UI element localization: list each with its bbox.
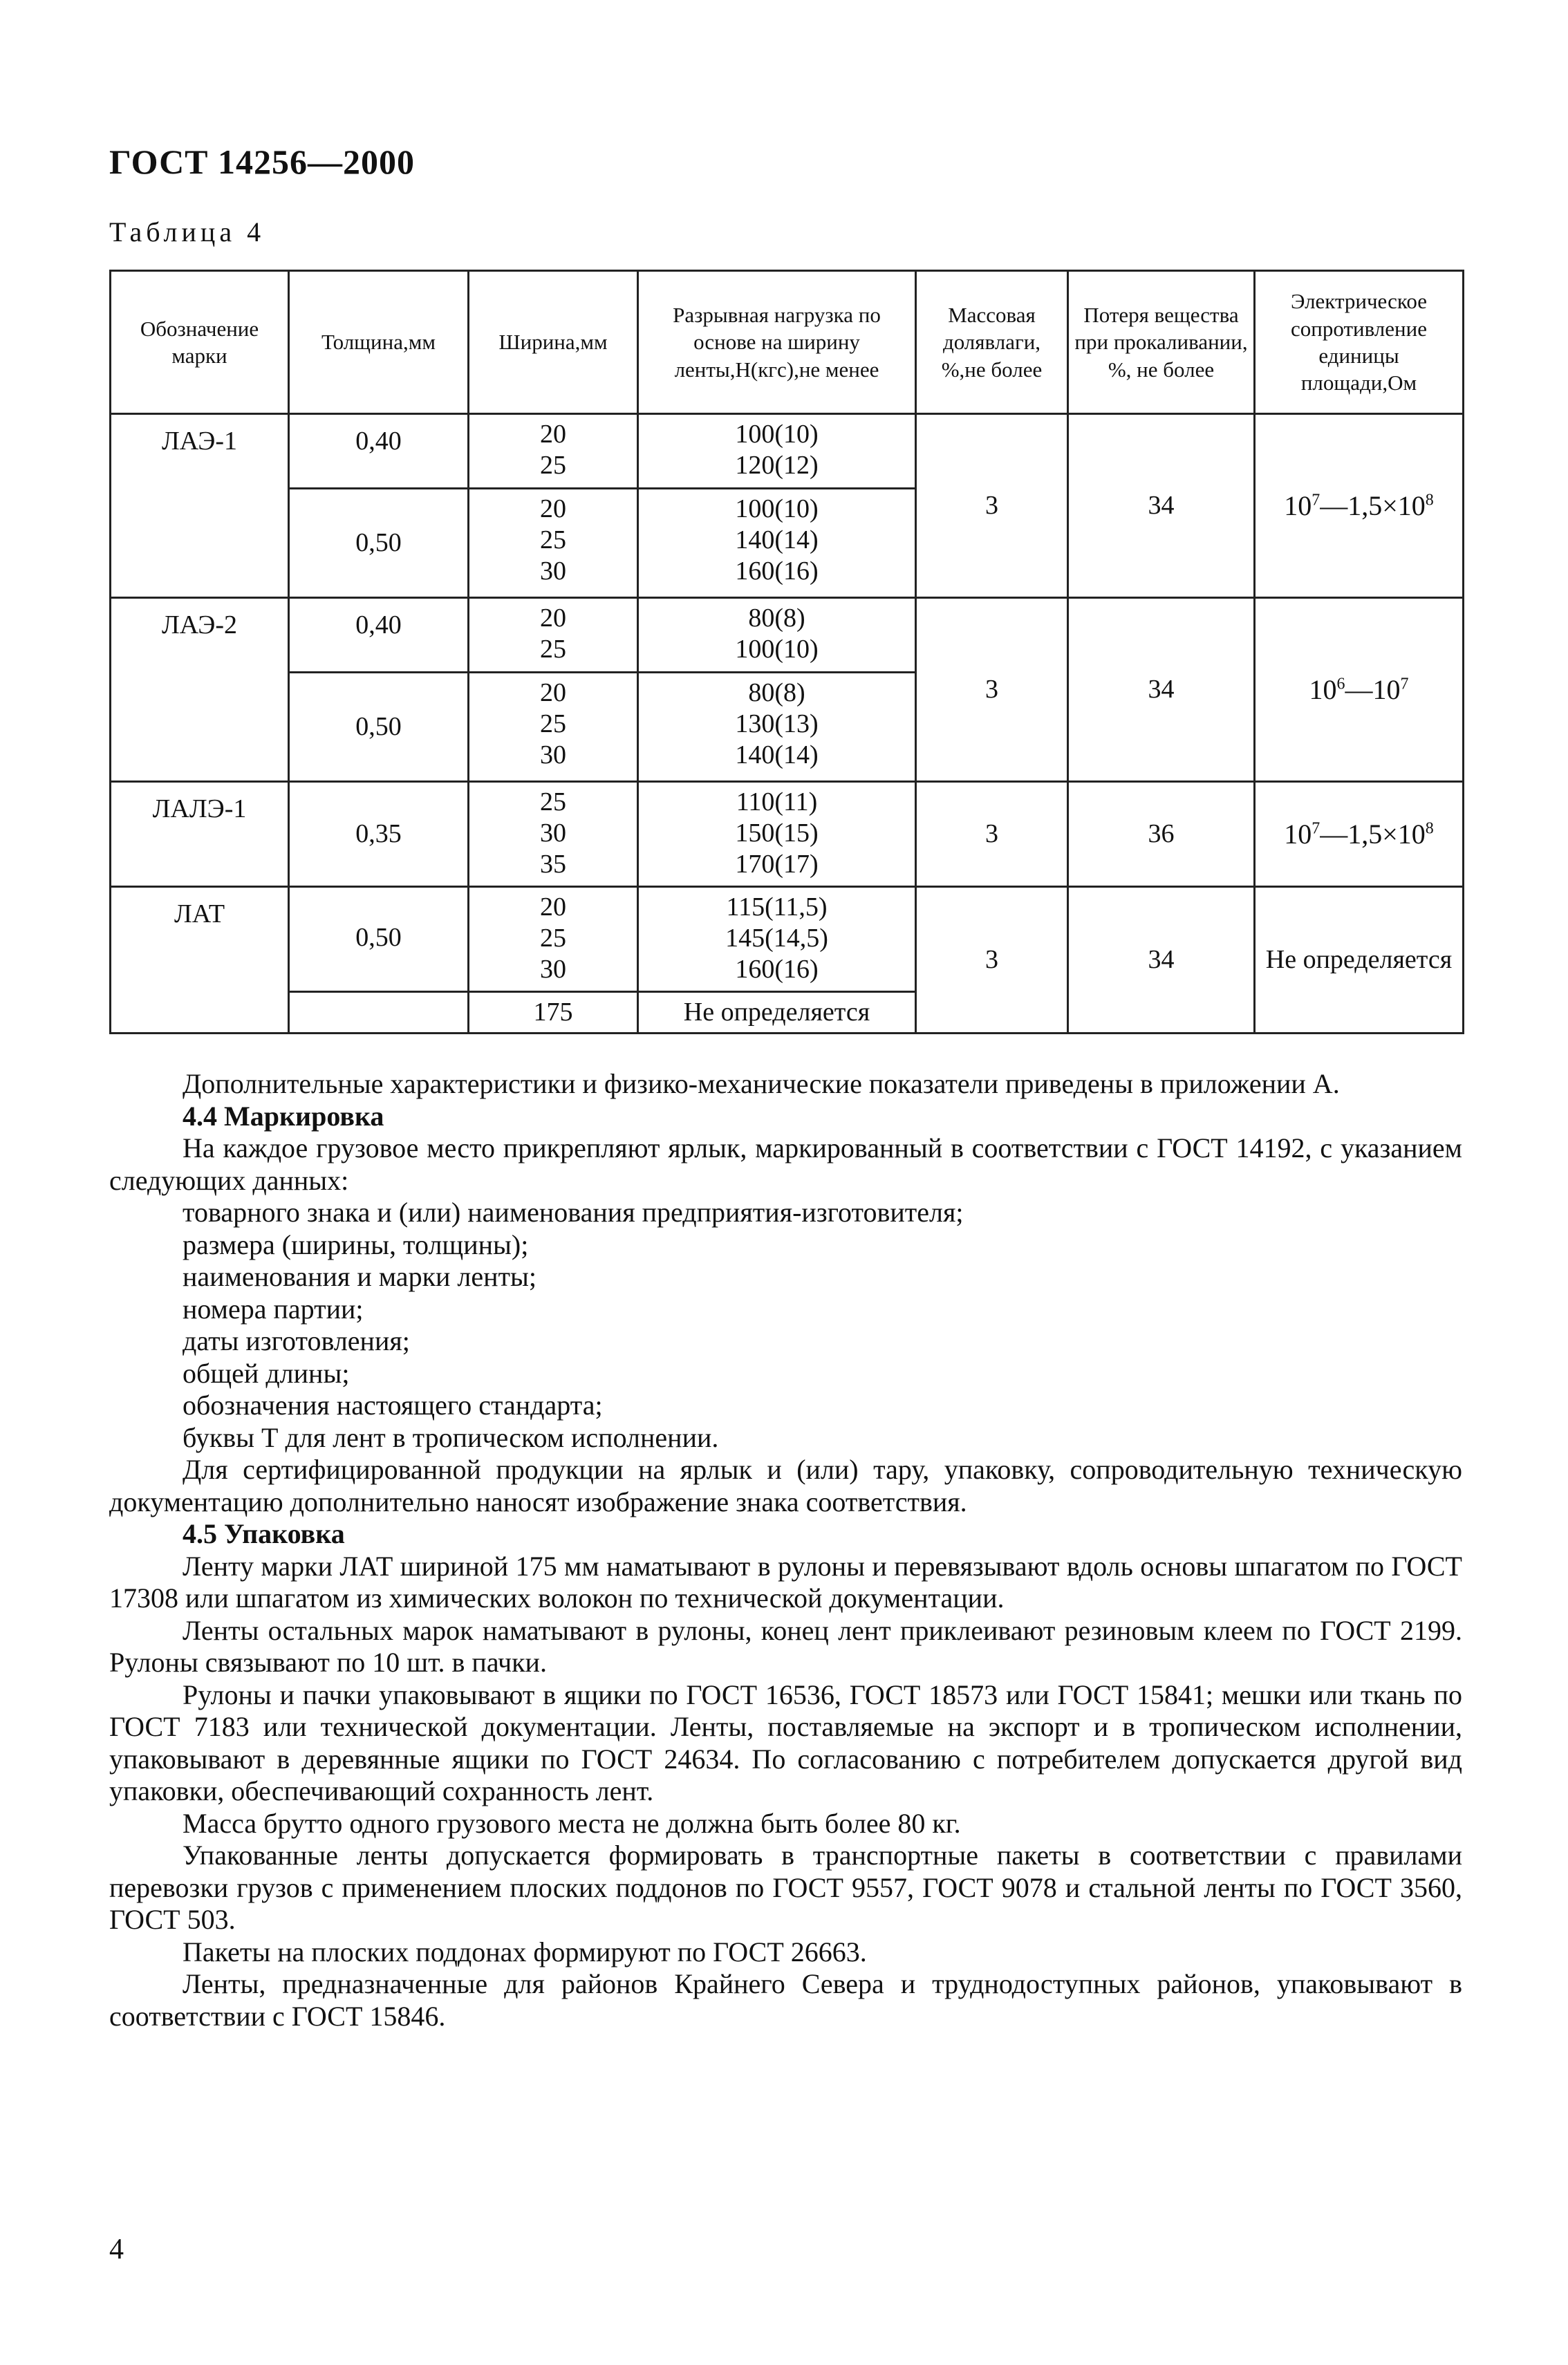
resistance-cell bbox=[1255, 598, 1464, 782]
resistance-base: 10 bbox=[1284, 818, 1312, 850]
width-cell: 20 25 bbox=[469, 414, 638, 489]
mark-cell: ЛАЭ-1 bbox=[111, 414, 289, 598]
load-cell: 100(10) 140(14) 160(16) bbox=[638, 489, 916, 598]
width-cell: 20 25 30 bbox=[469, 489, 638, 598]
thickness-cell: 0,35 bbox=[289, 782, 469, 887]
loss-cell: 36 bbox=[1068, 782, 1255, 887]
resistance-separator: —1,5×10 bbox=[1320, 818, 1426, 850]
paragraph: Рулоны и пачки упаковывают в ящики по ГОСТ 16536, ГОСТ 18573 или ГОСТ 15841; мешки или ткань по ГОСТ 7183 или технической документации. Ленты, поставляемые на экспорт и в тропическом исполнении, упаковывают в деревянные ящики по ГОСТ 24634. По согласованию с потребителем допускается другой вид упаковки, обеспечивающий сохранность лент. bbox=[109, 1679, 1462, 1806]
header-resistance: Электрическое сопротивление единицы площади,Ом bbox=[1255, 271, 1464, 414]
resistance-base: 10 bbox=[1309, 673, 1337, 705]
moisture-cell: 3 bbox=[916, 414, 1068, 598]
thickness-cell bbox=[289, 992, 469, 1034]
resistance-exponent: 8 bbox=[1425, 491, 1434, 510]
moisture-cell: 3 bbox=[916, 782, 1068, 887]
resistance-exponent: 7 bbox=[1400, 675, 1409, 693]
paragraph: Ленты, предназначенные для районов Крайнего Севера и труднодоступных районов, упаковывают в соответствии с ГОСТ 15846. bbox=[109, 1968, 1462, 2032]
resistance-exponent: 6 bbox=[1336, 675, 1345, 693]
thickness-cell: 0,50 bbox=[289, 489, 469, 598]
mark-cell: ЛАТ bbox=[111, 887, 289, 1034]
resistance-exponent: 8 bbox=[1425, 819, 1434, 838]
paragraph: Для сертифицированной продукции на ярлык и (или) тару, упаковку, сопроводительную техническую документацию дополнительно наносят изображение знака соответствия. bbox=[109, 1454, 1462, 1517]
mark-cell: ЛАЛЭ-1 bbox=[111, 782, 289, 887]
body-text bbox=[109, 1068, 1462, 2032]
table-row bbox=[111, 598, 1464, 673]
header-moisture: Массовая долявлаги, %,не более bbox=[916, 271, 1068, 414]
page-number: 4 bbox=[109, 2234, 124, 2265]
header-mark: Обозначение марки bbox=[111, 271, 289, 414]
table-row bbox=[111, 782, 1464, 887]
loss-cell: 34 bbox=[1068, 887, 1255, 1034]
loss-cell: 34 bbox=[1068, 414, 1255, 598]
thickness-cell: 0,50 bbox=[289, 887, 469, 992]
width-cell: 175 bbox=[469, 992, 638, 1034]
paragraph: Упакованные ленты допускается формировать в транспортные пакеты в соответствии с правилами перевозки грузов с применением плоских поддонов по ГОСТ 9557, ГОСТ 9078 и стальной ленты по ГОСТ 3560, ГОСТ 503. bbox=[109, 1840, 1462, 1935]
moisture-cell: 3 bbox=[916, 598, 1068, 782]
resistance-separator: —1,5×10 bbox=[1320, 489, 1426, 521]
header-width: Ширина,мм bbox=[469, 271, 638, 414]
header-thickness: Толщина,мм bbox=[289, 271, 469, 414]
resistance-base: 10 bbox=[1284, 489, 1312, 521]
load-cell: Не определяется bbox=[638, 992, 916, 1034]
header-breaking-load: Разрывная нагрузка по основе на ширину ленты,Н(кгс),не менее bbox=[638, 271, 916, 414]
paragraph: Масса брутто одного грузового места не должна быть более 80 кг. bbox=[183, 1807, 961, 1839]
moisture-cell: 3 bbox=[916, 887, 1068, 1034]
list-item: наименования и марки ленты; bbox=[183, 1261, 536, 1292]
paragraph: Дополнительные характеристики и физико-механические показатели приведены в приложении А. bbox=[183, 1068, 1340, 1099]
resistance-cell bbox=[1255, 414, 1464, 598]
list-item: общей длины; bbox=[183, 1357, 350, 1389]
load-cell: 80(8) 130(13) 140(14) bbox=[638, 673, 916, 782]
load-cell: 100(10) 120(12) bbox=[638, 414, 916, 489]
resistance-separator: —10 bbox=[1345, 673, 1401, 705]
loss-cell: 34 bbox=[1068, 598, 1255, 782]
list-item: товарного знака и (или) наименования предприятия-изготовителя; bbox=[183, 1197, 964, 1228]
width-cell: 20 25 30 bbox=[469, 673, 638, 782]
section-heading-marking: 4.4 Маркировка bbox=[183, 1100, 384, 1132]
load-cell: 115(11,5) 145(14,5) 160(16) bbox=[638, 887, 916, 992]
table-row bbox=[111, 887, 1464, 992]
paragraph: На каждое грузовое место прикрепляют ярлык, маркированный в соответствии с ГОСТ 14192, с указанием следующих данных: bbox=[109, 1132, 1462, 1196]
resistance-exponent: 7 bbox=[1312, 491, 1320, 510]
paragraph: Ленты остальных марок наматывают в рулоны, конец лент приклеивают резиновым клеем по ГОСТ 2199. Рулоны связывают по 10 шт. в пачки. bbox=[109, 1614, 1462, 1678]
paragraph: Пакеты на плоских поддонах формируют по ГОСТ 26663. bbox=[183, 1936, 867, 1967]
list-item: буквы Т для лент в тропическом исполнении. bbox=[183, 1421, 719, 1453]
paragraph: Ленту марки ЛАТ шириной 175 мм наматывают в рулоны и перевязывают вдоль основы шпагатом по ГОСТ 17308 или шпагатом из химических волокон по технической документации. bbox=[109, 1550, 1462, 1614]
thickness-cell: 0,50 bbox=[289, 673, 469, 782]
resistance-cell bbox=[1255, 782, 1464, 887]
document-header: ГОСТ 14256—2000 bbox=[109, 142, 416, 181]
header-ignition-loss: Потеря вещества при прокаливании, %, не более bbox=[1068, 271, 1255, 414]
list-item: размера (ширины, толщины); bbox=[183, 1228, 529, 1260]
list-item: обозначения настоящего стандарта; bbox=[183, 1390, 603, 1421]
table-row bbox=[111, 414, 1464, 489]
table-caption: Таблица 4 bbox=[109, 216, 265, 247]
section-heading-packaging: 4.5 Упаковка bbox=[183, 1518, 345, 1549]
load-cell: 110(11) 150(15) 170(17) bbox=[638, 782, 916, 887]
resistance-exponent: 7 bbox=[1312, 819, 1320, 838]
thickness-cell: 0,40 bbox=[289, 414, 469, 489]
resistance-cell: Не определяется bbox=[1255, 887, 1464, 1034]
load-cell: 80(8) 100(10) bbox=[638, 598, 916, 673]
list-item: даты изготовления; bbox=[183, 1325, 410, 1356]
width-cell: 20 25 30 bbox=[469, 887, 638, 992]
width-cell: 25 30 35 bbox=[469, 782, 638, 887]
specification-table bbox=[109, 270, 1464, 1034]
mark-cell: ЛАЭ-2 bbox=[111, 598, 289, 782]
list-item: номера партии; bbox=[183, 1293, 364, 1325]
thickness-cell: 0,40 bbox=[289, 598, 469, 673]
width-cell: 20 25 bbox=[469, 598, 638, 673]
table-header-row bbox=[111, 271, 1464, 414]
